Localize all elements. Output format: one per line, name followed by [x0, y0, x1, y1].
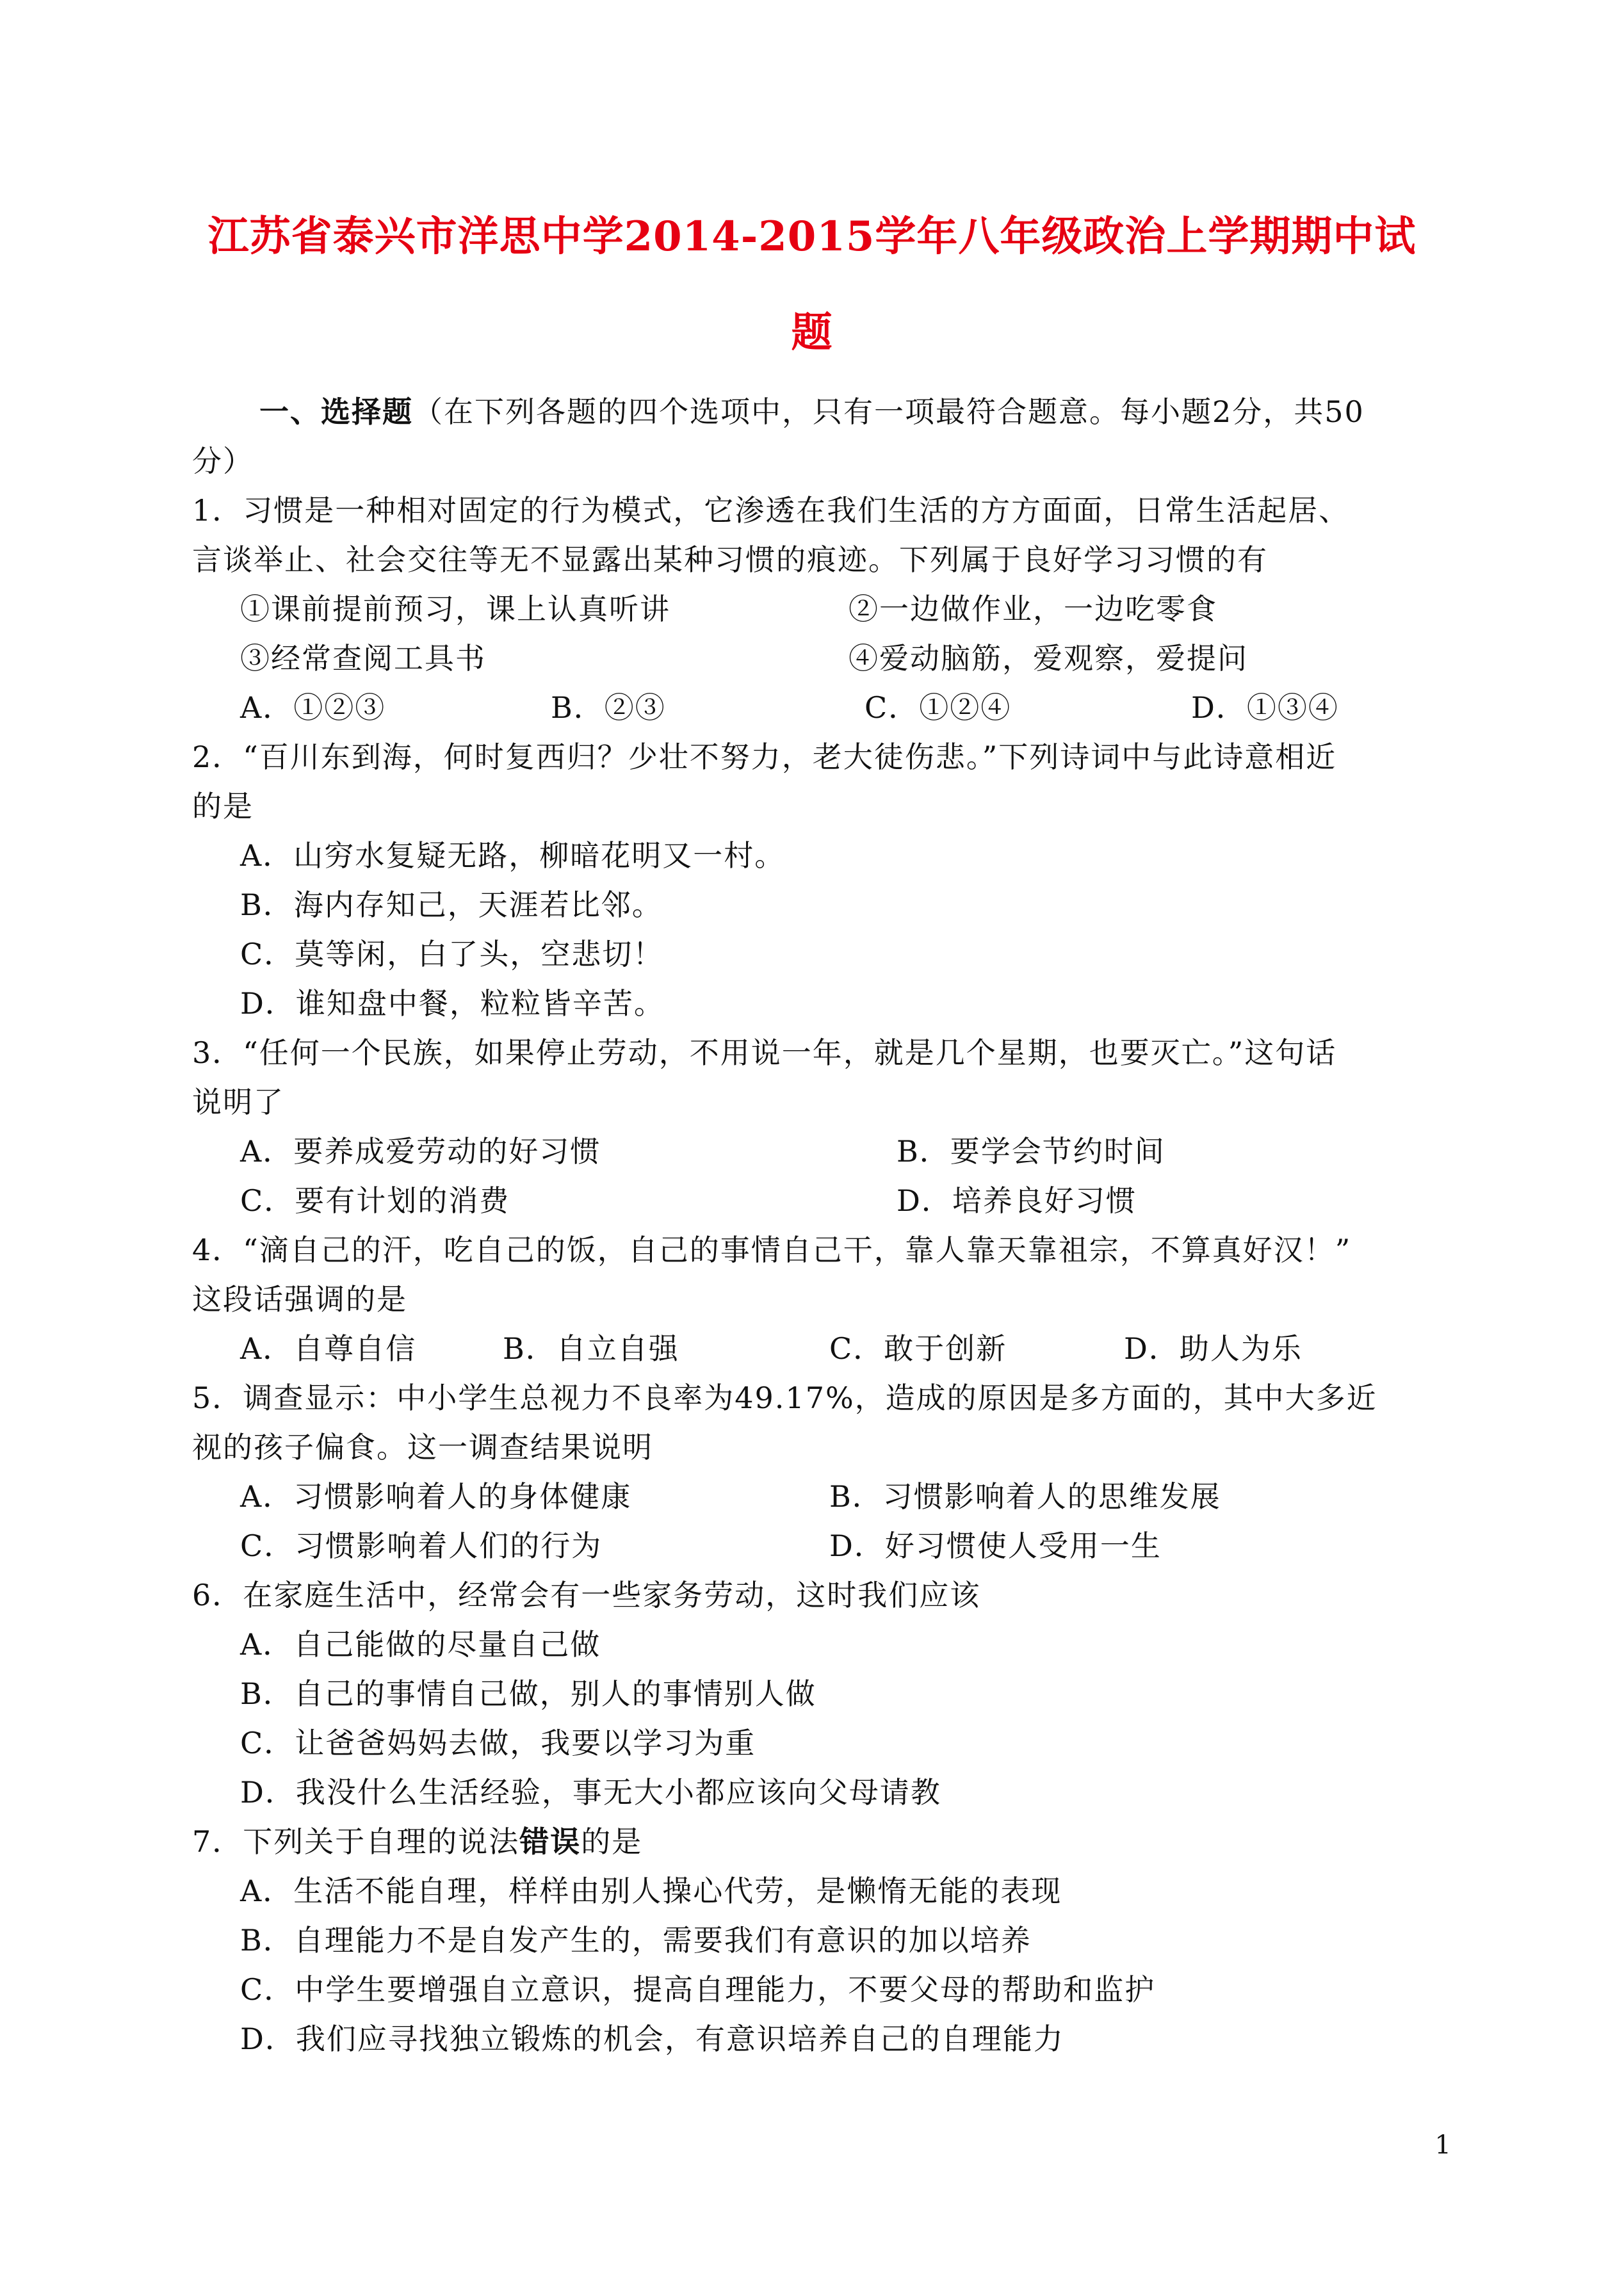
question-1-item-4: ④爱动脑筋，爱观察，爱提问 [849, 641, 1248, 676]
section-instruction: （在下列各题的四个选项中，只有一项最符合题意。每小题2分，共50 [413, 394, 1365, 429]
question-3-stem: 3．“任何一个民族，如果停止劳动，不用说一年，就是几个星期，也要灭亡。”这句话 [192, 1035, 1337, 1070]
question-5-option-d: D．好习惯使人受用一生 [829, 1529, 1162, 1563]
question-6-option-d: D．我没什么生活经验，事无大小都应该向父母请教 [240, 1775, 941, 1810]
question-7-stem [192, 1824, 642, 1860]
question-4-option-d: D．助人为乐 [1124, 1331, 1303, 1366]
question-7-option-c: C．中学生要增强自立意识，提高自理能力，不要父母的帮助和监护 [240, 1972, 1156, 2007]
question-3-option-b: B．要学会节约时间 [897, 1134, 1165, 1169]
question-5-stem: 5．调查显示：中小学生总视力不良率为49.17%，造成的原因是多方面的，其中大多近 [192, 1381, 1377, 1415]
question-6-option-c: C．让爸爸妈妈去做，我要以学习为重 [240, 1726, 756, 1760]
question-7-stem-emphasis: 错误 [519, 1824, 581, 1859]
question-3-option-d: D．培养良好习惯 [897, 1183, 1137, 1218]
question-1-item-1: ①课前提前预习，课上认真听讲 [240, 592, 670, 626]
question-4-option-a: A．自尊自信 [240, 1331, 417, 1366]
page-number: 1 [1434, 2130, 1451, 2160]
question-2-option-c: C．莫等闲，白了头，空悲切！ [240, 937, 664, 971]
question-5-option-a: A．习惯影响着人的身体健康 [240, 1479, 632, 1514]
question-3-option-c: C．要有计划的消费 [240, 1183, 510, 1218]
question-1-item-3: ③经常查阅工具书 [240, 641, 486, 676]
question-2-option-a: A．山穷水复疑无路，柳暗花明又一村。 [240, 838, 786, 873]
question-2-stem: 2．“百川东到海，何时复西归？少壮不努力，老大徒伤悲。”下列诗词中与此诗意相近 [192, 740, 1337, 774]
question-6-option-a: A．自己能做的尽量自己做 [240, 1627, 601, 1662]
question-2-option-b: B．海内存知己，天涯若比邻。 [240, 888, 663, 922]
question-5-stem-cont: 视的孩子偏食。这一调查结果说明 [192, 1430, 653, 1464]
question-3-option-a: A．要养成爱劳动的好习惯 [240, 1134, 601, 1169]
question-7-option-b: B．自理能力不是自发产生的，需要我们有意识的加以培养 [240, 1923, 1032, 1958]
question-4-option-c: C．敢于创新 [829, 1331, 1007, 1366]
question-3-stem-cont: 说明了 [192, 1085, 284, 1119]
question-1-stem-cont: 言谈举止、社会交往等无不显露出某种习惯的痕迹。下列属于良好学习习惯的有 [192, 542, 1268, 577]
section-instruction-cont: 分） [192, 444, 254, 478]
document-title-line-1: 江苏省泰兴市洋思中学2014-2015学年八年级政治上学期期中试 [207, 213, 1417, 261]
question-1-item-2: ②一边做作业，一边吃零食 [849, 592, 1217, 626]
question-5-option-c: C．习惯影响着人们的行为 [240, 1529, 603, 1563]
question-2-stem-cont: 的是 [192, 789, 254, 823]
question-4-stem-cont: 这段话强调的是 [192, 1282, 407, 1317]
question-1-option-d: D．①③④ [1191, 690, 1339, 725]
document-title-line-2: 题 [791, 309, 833, 357]
question-1-option-c: C．①②④ [865, 690, 1012, 725]
question-1-option-a: A．①②③ [240, 690, 386, 725]
question-4-stem: 4．“滴自己的汗，吃自己的饭，自己的事情自己干，靠人靠天靠祖宗，不算真好汉！” [192, 1233, 1352, 1267]
question-4-option-b: B．自立自强 [503, 1331, 679, 1366]
question-6-stem: 6．在家庭生活中，经常会有一些家务劳动，这时我们应该 [192, 1578, 981, 1612]
question-5-option-b: B．习惯影响着人的思维发展 [829, 1479, 1221, 1514]
question-1-stem: 1．习惯是一种相对固定的行为模式，它渗透在我们生活的方方面面，日常生活起居、 [192, 493, 1350, 528]
section-heading: 一、选择题 [259, 394, 413, 429]
question-7-stem-post: 的是 [581, 1824, 643, 1859]
question-2-option-d: D．谁知盘中餐，粒粒皆辛苦。 [240, 986, 665, 1021]
question-7-option-d: D．我们应寻找独立锻炼的机会，有意识培养自己的自理能力 [240, 2022, 1064, 2056]
question-7-option-a: A．生活不能自理，样样由别人操心代劳，是懒惰无能的表现 [240, 1874, 1062, 1908]
section-heading-line [259, 394, 1365, 430]
question-6-option-b: B．自己的事情自己做，别人的事情别人做 [240, 1676, 816, 1711]
question-7-stem-pre: 7．下列关于自理的说法 [192, 1824, 520, 1859]
question-1-option-b: B．②③ [551, 690, 666, 725]
